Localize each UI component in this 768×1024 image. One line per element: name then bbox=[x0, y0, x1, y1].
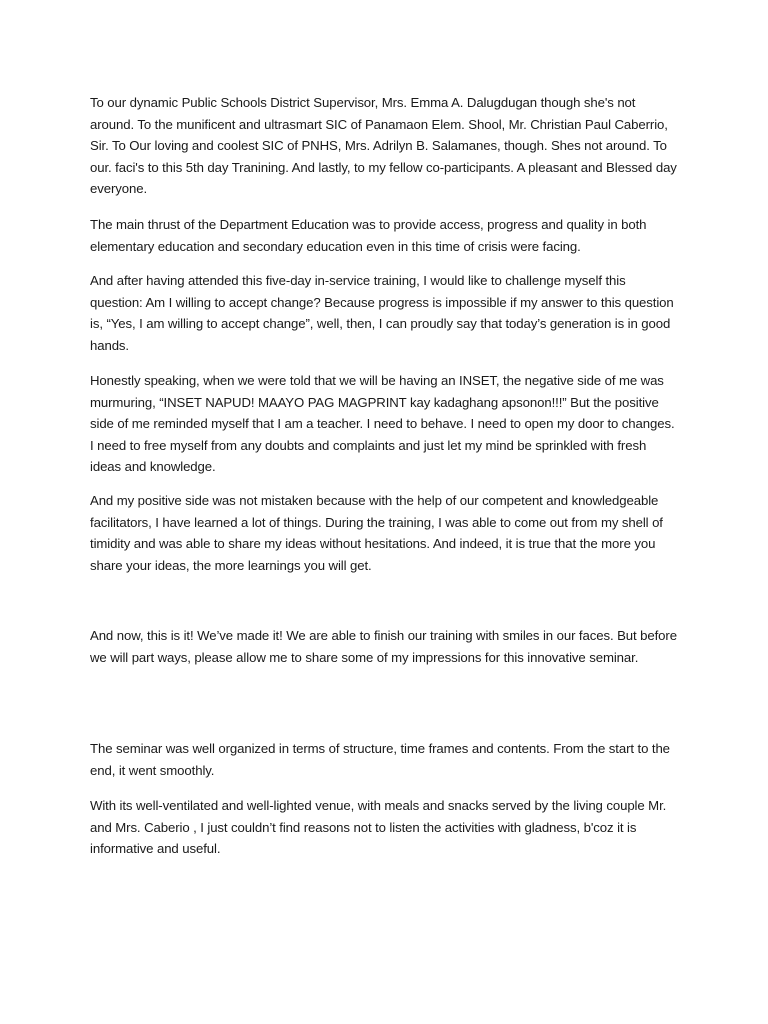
deped-thrust-paragraph: The main thrust of the Department Education was to provide access, progress and quality in both elementary education and secondary education even in this time of crisis were facing. bbox=[90, 217, 647, 254]
venue-paragraph: With its well-ventilated and well-lighted venue, with meals and snacks served by the living couple Mr. and Mrs. Caberio , I just couldn’t find reasons not to listen the activities with gladness, b'coz it is informative and useful. bbox=[90, 798, 667, 856]
challenge-paragraph: And after having attended this five-day in-service training, I would like to challenge myself this question: Am I willing to accept change? Because progress is impossible if my answer to this question is, “Yes, I am willing to accept change”, well, then, I can proudly say that today’s generation is in good hands. bbox=[90, 273, 674, 353]
honesty-paragraph: Honestly speaking, when we were told that we will be having an INSET, the negative side of me was murmuring, “INSET NAPUD! MAAYO PAG MAGPRINT kay kadaghang apsonon!!!” But the positive side of me reminded myself that I am a teacher. I need to behave. I need to open my door to changes. I need to free myself from any doubts and complaints and just let my mind be sprinkled with fresh ideas and knowledge. bbox=[90, 373, 675, 474]
finish-paragraph: And now, this is it! We’ve made it! We are able to finish our training with smiles in our faces. But before we will part ways, please allow me to share some of my impressions for this innovative seminar. bbox=[90, 628, 677, 665]
salutation-paragraph: To our dynamic Public Schools District Supervisor, Mrs. Emma A. Dalugdugan though she's not around. To the munificent and ultrasmart SIC of Panamaon Elem. Shool, Mr. Christian Paul Caberrio, Sir. To Our loving and coolest SIC of PNHS, Mrs. Adrilyn B. Salamanes, though. Shes not around. To our. faci's to this 5th day Tranining. And lastly, to my fellow co-participants. A pleasant and Blessed day everyone. bbox=[90, 95, 677, 196]
organization-paragraph: The seminar was well organized in terms of structure, time frames and contents. From the start to the end, it went smoothly. bbox=[90, 741, 670, 778]
positive-side-paragraph: And my positive side was not mistaken because with the help of our competent and knowledgeable facilitators, I have learned a lot of things. During the training, I was able to come out from my shell of timidity and was able to share my ideas without hesitations. And indeed, it is true that the more you share your ideas, the more learnings you will get. bbox=[90, 493, 663, 573]
